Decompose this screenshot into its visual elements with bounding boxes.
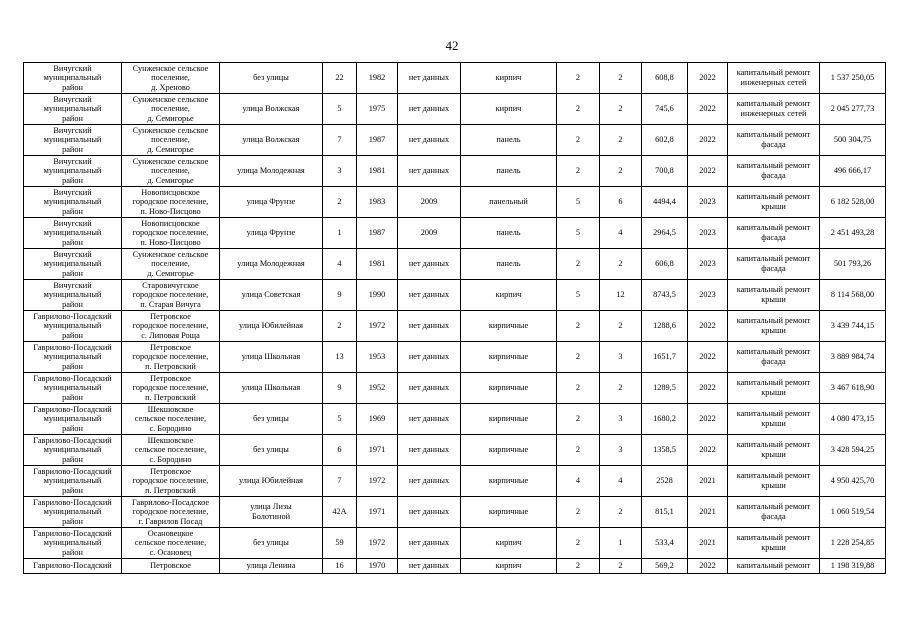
district-cell: Гаврилово-Посадский муниципальный район [24, 528, 122, 559]
cost-cell: 1 228 254,85 [820, 528, 886, 559]
floors-cell: 2 [557, 342, 600, 373]
wall-material-cell: панель [461, 156, 557, 187]
work-type-cell: капитальный ремонт инженерных сетей [728, 94, 820, 125]
repair-year-cell: 2022 [688, 342, 728, 373]
cost-cell: 1 537 250,05 [820, 63, 886, 94]
street-cell: без улицы [220, 435, 323, 466]
table-row [24, 342, 886, 373]
wall-material-cell: кирпич [461, 280, 557, 311]
house-number-cell: 2 [323, 187, 357, 218]
table-row [24, 435, 886, 466]
built-year-cell: 1983 [357, 187, 398, 218]
street-cell: улица Молодежная [220, 249, 323, 280]
work-type-cell: капитальный ремонт крыши [728, 373, 820, 404]
cost-cell: 3 889 984,74 [820, 342, 886, 373]
entrances-cell: 4 [600, 218, 642, 249]
entrances-cell: 3 [600, 404, 642, 435]
settlement-cell: Старовичугское городское поселение, п. Старая Вичуга [122, 280, 220, 311]
street-cell: без улицы [220, 63, 323, 94]
repair-year-cell: 2022 [688, 63, 728, 94]
repair-year-cell: 2022 [688, 156, 728, 187]
house-number-cell: 3 [323, 156, 357, 187]
repair-year-cell: 2023 [688, 280, 728, 311]
settlement-cell: Новописцовское городское поселение, п. Ново-Писцово [122, 187, 220, 218]
district-cell: Вичугский муниципальный район [24, 156, 122, 187]
street-cell: улица Фрунзе [220, 218, 323, 249]
cost-cell: 4 080 473,15 [820, 404, 886, 435]
repair-year-cell: 2023 [688, 218, 728, 249]
area-cell: 606,8 [642, 249, 688, 280]
area-cell: 569,2 [642, 559, 688, 574]
district-cell: Вичугский муниципальный район [24, 63, 122, 94]
built-year-cell: 1987 [357, 218, 398, 249]
settlement-cell: Сунженское сельское поселение, д. Семигорье [122, 249, 220, 280]
entrances-cell: 3 [600, 435, 642, 466]
work-type-cell: капитальный ремонт крыши [728, 280, 820, 311]
table-row [24, 63, 886, 94]
entrances-cell: 2 [600, 559, 642, 574]
housing-repair-table [23, 62, 886, 574]
district-cell: Вичугский муниципальный район [24, 94, 122, 125]
wall-material-cell: кирпич [461, 63, 557, 94]
entrances-cell: 2 [600, 125, 642, 156]
district-cell: Гаврилово-Посадский муниципальный район [24, 311, 122, 342]
cost-cell: 6 182 528,00 [820, 187, 886, 218]
wall-material-cell: кирпич [461, 559, 557, 574]
work-type-cell: капитальный ремонт крыши [728, 311, 820, 342]
settlement-cell: Петровское городское поселение, п. Петровский [122, 342, 220, 373]
settlement-cell: Петровское городское поселение, п. Петровский [122, 466, 220, 497]
street-cell: улица Ленина [220, 559, 323, 574]
table-row [24, 466, 886, 497]
floors-cell: 2 [557, 156, 600, 187]
district-cell: Вичугский муниципальный район [24, 280, 122, 311]
floors-cell: 5 [557, 280, 600, 311]
wall-material-cell: кирпичные [461, 373, 557, 404]
wall-material-cell: кирпичные [461, 404, 557, 435]
house-number-cell: 9 [323, 373, 357, 404]
area-cell: 1358,5 [642, 435, 688, 466]
settlement-cell: Петровское [122, 559, 220, 574]
reconstruction-year-cell: 2009 [398, 218, 461, 249]
repair-year-cell: 2022 [688, 404, 728, 435]
table-row [24, 404, 886, 435]
floors-cell: 2 [557, 311, 600, 342]
area-cell: 602,8 [642, 125, 688, 156]
reconstruction-year-cell: нет данных [398, 311, 461, 342]
reconstruction-year-cell: нет данных [398, 63, 461, 94]
area-cell: 608,8 [642, 63, 688, 94]
floors-cell: 2 [557, 404, 600, 435]
district-cell: Вичугский муниципальный район [24, 218, 122, 249]
reconstruction-year-cell: нет данных [398, 497, 461, 528]
work-type-cell: капитальный ремонт фасада [728, 249, 820, 280]
street-cell: без улицы [220, 404, 323, 435]
floors-cell: 2 [557, 63, 600, 94]
district-cell: Гаврилово-Посадский [24, 559, 122, 574]
settlement-cell: Сунженское сельское поселение, д. Семигорье [122, 156, 220, 187]
street-cell: улица Школьная [220, 342, 323, 373]
cost-cell: 496 666,17 [820, 156, 886, 187]
district-cell: Гаврилово-Посадский муниципальный район [24, 497, 122, 528]
built-year-cell: 1982 [357, 63, 398, 94]
floors-cell: 2 [557, 249, 600, 280]
cost-cell: 500 304,75 [820, 125, 886, 156]
built-year-cell: 1969 [357, 404, 398, 435]
table-row [24, 559, 886, 574]
entrances-cell: 6 [600, 187, 642, 218]
built-year-cell: 1952 [357, 373, 398, 404]
house-number-cell: 13 [323, 342, 357, 373]
cost-cell: 3 467 618,90 [820, 373, 886, 404]
street-cell: улица Молодежная [220, 156, 323, 187]
area-cell: 815,1 [642, 497, 688, 528]
table-row [24, 94, 886, 125]
built-year-cell: 1972 [357, 528, 398, 559]
repair-year-cell: 2021 [688, 466, 728, 497]
area-cell: 1289,5 [642, 373, 688, 404]
built-year-cell: 1990 [357, 280, 398, 311]
floors-cell: 2 [557, 125, 600, 156]
area-cell: 1680,2 [642, 404, 688, 435]
street-cell: улица Юбилейная [220, 311, 323, 342]
entrances-cell: 3 [600, 342, 642, 373]
settlement-cell: Петровское городское поселение, п. Петровский [122, 373, 220, 404]
repair-year-cell: 2022 [688, 311, 728, 342]
table-body [24, 63, 886, 574]
table-row [24, 156, 886, 187]
table-row [24, 497, 886, 528]
wall-material-cell: панель [461, 218, 557, 249]
floors-cell: 2 [557, 528, 600, 559]
cost-cell: 3 439 744,15 [820, 311, 886, 342]
repair-year-cell: 2022 [688, 435, 728, 466]
house-number-cell: 1 [323, 218, 357, 249]
entrances-cell: 2 [600, 156, 642, 187]
wall-material-cell: кирпичные [461, 497, 557, 528]
work-type-cell: капитальный ремонт фасада [728, 156, 820, 187]
street-cell: улица Фрунзе [220, 187, 323, 218]
district-cell: Вичугский муниципальный район [24, 187, 122, 218]
floors-cell: 5 [557, 187, 600, 218]
cost-cell: 501 793,26 [820, 249, 886, 280]
reconstruction-year-cell: нет данных [398, 559, 461, 574]
house-number-cell: 5 [323, 404, 357, 435]
settlement-cell: Сунженское сельское поселение, д. Хреново [122, 63, 220, 94]
district-cell: Гаврилово-Посадский муниципальный район [24, 404, 122, 435]
wall-material-cell: кирпич [461, 94, 557, 125]
page-number: 42 [445, 38, 459, 53]
area-cell: 533,4 [642, 528, 688, 559]
table-row [24, 311, 886, 342]
area-cell: 1651,7 [642, 342, 688, 373]
work-type-cell: капитальный ремонт фасада [728, 342, 820, 373]
floors-cell: 5 [557, 218, 600, 249]
work-type-cell: капитальный ремонт крыши [728, 466, 820, 497]
street-cell: улица Волжская [220, 125, 323, 156]
built-year-cell: 1981 [357, 249, 398, 280]
house-number-cell: 9 [323, 280, 357, 311]
entrances-cell: 2 [600, 63, 642, 94]
reconstruction-year-cell: нет данных [398, 249, 461, 280]
cost-cell: 1 060 519,54 [820, 497, 886, 528]
settlement-cell: Петровское городское поселение, с. Липовая Роща [122, 311, 220, 342]
repair-year-cell: 2022 [688, 94, 728, 125]
house-number-cell: 6 [323, 435, 357, 466]
reconstruction-year-cell: нет данных [398, 435, 461, 466]
work-type-cell: капитальный ремонт крыши [728, 404, 820, 435]
entrances-cell: 2 [600, 94, 642, 125]
district-cell: Гаврилово-Посадский муниципальный район [24, 342, 122, 373]
reconstruction-year-cell: нет данных [398, 280, 461, 311]
table-row [24, 528, 886, 559]
floors-cell: 2 [557, 94, 600, 125]
district-cell: Гаврилово-Посадский муниципальный район [24, 435, 122, 466]
repair-year-cell: 2021 [688, 528, 728, 559]
house-number-cell: 42А [323, 497, 357, 528]
area-cell: 745,6 [642, 94, 688, 125]
settlement-cell: Шекшовское сельское поселение, с. Бородино [122, 435, 220, 466]
repair-year-cell: 2021 [688, 497, 728, 528]
wall-material-cell: панель [461, 249, 557, 280]
wall-material-cell: кирпичные [461, 466, 557, 497]
table-row [24, 218, 886, 249]
reconstruction-year-cell: нет данных [398, 528, 461, 559]
district-cell: Вичугский муниципальный район [24, 125, 122, 156]
floors-cell: 2 [557, 559, 600, 574]
house-number-cell: 59 [323, 528, 357, 559]
cost-cell: 1 198 319,88 [820, 559, 886, 574]
street-cell: улица Лизы Болотиной [220, 497, 323, 528]
table-row [24, 373, 886, 404]
entrances-cell: 4 [600, 466, 642, 497]
entrances-cell: 1 [600, 528, 642, 559]
reconstruction-year-cell: нет данных [398, 342, 461, 373]
work-type-cell: капитальный ремонт крыши [728, 528, 820, 559]
repair-year-cell: 2022 [688, 559, 728, 574]
repair-year-cell: 2022 [688, 125, 728, 156]
settlement-cell: Шекшовское сельское поселение, с. Бородино [122, 404, 220, 435]
wall-material-cell: кирпичные [461, 342, 557, 373]
work-type-cell: капитальный ремонт фасада [728, 497, 820, 528]
house-number-cell: 2 [323, 311, 357, 342]
street-cell: улица Волжская [220, 94, 323, 125]
table-row [24, 125, 886, 156]
built-year-cell: 1971 [357, 497, 398, 528]
table-row [24, 249, 886, 280]
work-type-cell: капитальный ремонт крыши [728, 435, 820, 466]
entrances-cell: 2 [600, 497, 642, 528]
repair-year-cell: 2023 [688, 187, 728, 218]
built-year-cell: 1972 [357, 466, 398, 497]
floors-cell: 4 [557, 466, 600, 497]
work-type-cell: капитальный ремонт инженерных сетей [728, 63, 820, 94]
built-year-cell: 1970 [357, 559, 398, 574]
house-number-cell: 4 [323, 249, 357, 280]
table-row [24, 280, 886, 311]
area-cell: 4494,4 [642, 187, 688, 218]
entrances-cell: 2 [600, 311, 642, 342]
house-number-cell: 16 [323, 559, 357, 574]
built-year-cell: 1975 [357, 94, 398, 125]
house-number-cell: 5 [323, 94, 357, 125]
house-number-cell: 7 [323, 125, 357, 156]
area-cell: 2964,5 [642, 218, 688, 249]
work-type-cell: капитальный ремонт [728, 559, 820, 574]
repair-year-cell: 2022 [688, 373, 728, 404]
work-type-cell: капитальный ремонт фасада [728, 125, 820, 156]
built-year-cell: 1953 [357, 342, 398, 373]
reconstruction-year-cell: нет данных [398, 466, 461, 497]
settlement-cell: Новописцовское городское поселение, п. Ново-Писцово [122, 218, 220, 249]
table-row [24, 187, 886, 218]
settlement-cell: Осановецкое сельское поселение, с. Осановец [122, 528, 220, 559]
built-year-cell: 1987 [357, 125, 398, 156]
work-type-cell: капитальный ремонт крыши [728, 187, 820, 218]
wall-material-cell: кирпичные [461, 311, 557, 342]
built-year-cell: 1972 [357, 311, 398, 342]
reconstruction-year-cell: нет данных [398, 94, 461, 125]
street-cell: без улицы [220, 528, 323, 559]
house-number-cell: 7 [323, 466, 357, 497]
wall-material-cell: панельный [461, 187, 557, 218]
floors-cell: 2 [557, 373, 600, 404]
reconstruction-year-cell: нет данных [398, 125, 461, 156]
settlement-cell: Гаврилово-Посадское городское поселение, г. Гаврилов Посад [122, 497, 220, 528]
street-cell: улица Юбилейная [220, 466, 323, 497]
district-cell: Гаврилово-Посадский муниципальный район [24, 373, 122, 404]
built-year-cell: 1981 [357, 156, 398, 187]
floors-cell: 2 [557, 497, 600, 528]
district-cell: Гаврилово-Посадский муниципальный район [24, 466, 122, 497]
cost-cell: 4 950 425,70 [820, 466, 886, 497]
street-cell: улица Советская [220, 280, 323, 311]
wall-material-cell: кирпичные [461, 435, 557, 466]
cost-cell: 8 114 568,00 [820, 280, 886, 311]
reconstruction-year-cell: нет данных [398, 156, 461, 187]
cost-cell: 3 428 594,25 [820, 435, 886, 466]
reconstruction-year-cell: нет данных [398, 373, 461, 404]
area-cell: 2528 [642, 466, 688, 497]
district-cell: Вичугский муниципальный район [24, 249, 122, 280]
cost-cell: 2 451 493,28 [820, 218, 886, 249]
entrances-cell: 12 [600, 280, 642, 311]
work-type-cell: капитальный ремонт фасада [728, 218, 820, 249]
area-cell: 8743,5 [642, 280, 688, 311]
area-cell: 1288,6 [642, 311, 688, 342]
settlement-cell: Сунженское сельское поселение, д. Семигорье [122, 125, 220, 156]
entrances-cell: 2 [600, 373, 642, 404]
reconstruction-year-cell: 2009 [398, 187, 461, 218]
repair-year-cell: 2023 [688, 249, 728, 280]
built-year-cell: 1971 [357, 435, 398, 466]
reconstruction-year-cell: нет данных [398, 404, 461, 435]
house-number-cell: 22 [323, 63, 357, 94]
wall-material-cell: кирпич [461, 528, 557, 559]
wall-material-cell: панель [461, 125, 557, 156]
street-cell: улица Школьная [220, 373, 323, 404]
entrances-cell: 2 [600, 249, 642, 280]
area-cell: 700,8 [642, 156, 688, 187]
cost-cell: 2 045 277,73 [820, 94, 886, 125]
settlement-cell: Сунженское сельское поселение, д. Семигорье [122, 94, 220, 125]
floors-cell: 2 [557, 435, 600, 466]
